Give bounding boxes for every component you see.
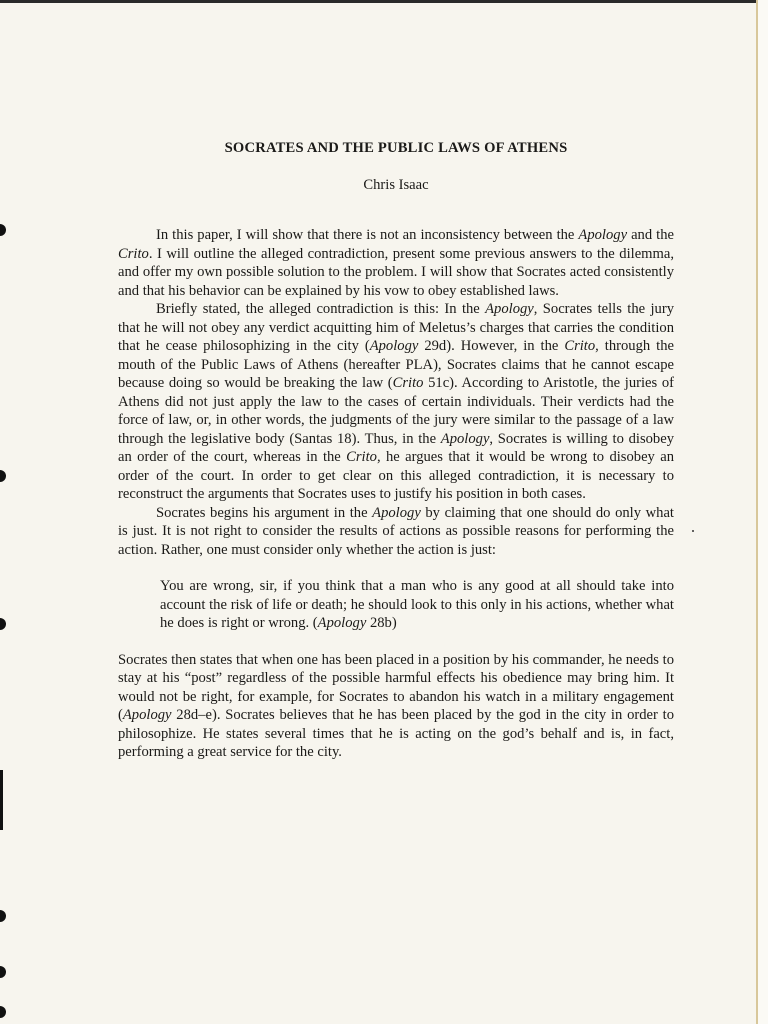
block-quote: You are wrong, sir, if you think that a man who is any good at all should take into account the risk of life or death; he should look to this only in his actions, whether what he does is right or wrong. (Apology 28b) [160, 578, 674, 631]
page-right-margin [758, 0, 768, 1024]
page-right-edge [756, 0, 758, 1024]
binding-hole [0, 470, 6, 482]
stray-mark [692, 530, 694, 532]
page-top-edge [0, 0, 768, 3]
paper-content [118, 140, 674, 762]
binding-hole [0, 1006, 6, 1018]
paragraph: Socrates begins his argument in the Apology by claiming that one should do only what is just. It is not right to consider the results of actions as possible reasons for performing the action. Rather, one must consider only whether the action is just: [118, 504, 674, 558]
paragraph: Socrates then states that when one has been placed in a position by his commander, he needs to stay at his “post” regardless of the possible harmful effects his obedience may bring him. It would not be right, for example, for Socrates to abandon his watch in a military engagement (Apology 28d–e). Socrates believes that he has been placed by the god in the city in order to philosophize. He states several times that he is acting on the god’s behalf and is, in fact, performing a great service for the city. [118, 651, 674, 760]
binding-hole [0, 966, 6, 978]
binding-edge [0, 770, 3, 830]
binding-hole [0, 618, 6, 630]
binding-hole [0, 224, 6, 236]
author-name: Chris Isaac [363, 177, 429, 193]
paper-title: SOCRATES AND THE PUBLIC LAWS OF ATHENS [224, 140, 568, 156]
binding-hole [0, 910, 6, 922]
paper-body [118, 226, 674, 762]
paragraph: In this paper, I will show that there is not an inconsistency between the Apology and the Crito. I will outline the alleged contradiction, present some previous answers to the dilemma, and offer my own possible solution to the problem. I will show that Socrates acted consistently and that his behavior can be explained by his vow to obey established laws. [118, 227, 674, 299]
paragraph: Briefly stated, the alleged contradiction is this: In the Apology, Socrates tells the jury that he will not obey any verdict acquitting him of Meletus’s charges that carries the condition that he cease philosophizing in the city (Apology 29d). However, in the Crito, through the mouth of the Public Laws of Athens (hereafter PLA), Socrates claims that he cannot escape because doing so would be breaking the law (Crito 51c). According to Aristotle, the juries of Athens did not just apply the law to the cases of certain individuals. Their verdicts had the force of law, or, in other words, the judgments of the jury were similar to the passage of a law through the legislative body (Santas 18). Thus, in the Apology, Socrates is willing to disobey an order of the court, whereas in the Crito, he argues that it would be wrong to disobey an order of the court. In order to get clear on this alleged contradiction, it is necessary to reconstruct the arguments that Socrates uses to justify his position in both cases. [118, 301, 674, 502]
